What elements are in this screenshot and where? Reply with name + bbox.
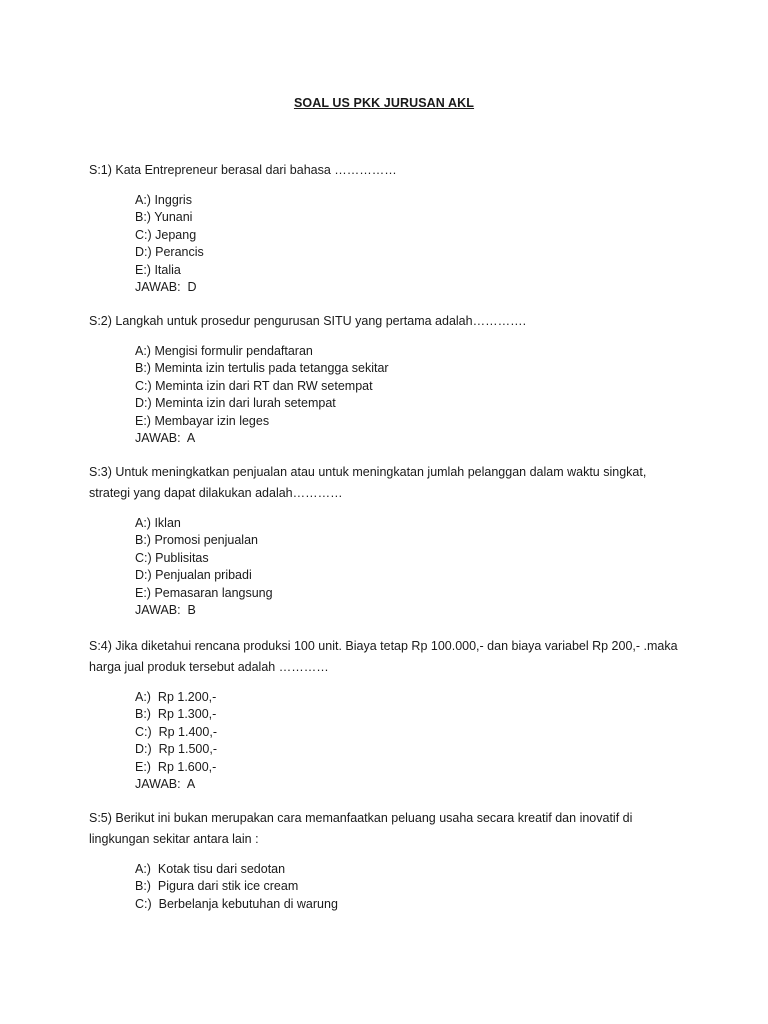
- options-list: [89, 689, 689, 776]
- question-1: [89, 160, 689, 296]
- question-2: [89, 311, 689, 447]
- document-title: SOAL US PKK JURUSAN AKL: [293, 96, 475, 110]
- option-a: A:) Iklan: [135, 516, 181, 530]
- question-text: S:4) Jika diketahui rencana produksi 100 unit. Biaya tetap Rp 100.000,- dan biaya variabel Rp 200,- .maka harga jual produk tersebut adalah …………: [89, 639, 678, 674]
- answer-key: JAWAB: D: [135, 280, 197, 295]
- question-text: S:3) Untuk meningkatkan penjualan atau untuk meningkatan jumlah pelanggan dalam waktu singkat, strategi yang dapat dilakukan adalah…………: [89, 465, 647, 500]
- question-5: [89, 808, 689, 913]
- option-b: B:) Pigura dari stik ice cream: [135, 879, 299, 894]
- question-text: S:5) Berikut ini bukan merupakan cara memanfaatkan peluang usaha secara kreatif dan inovatif di lingkungan sekitar antara lain :: [89, 811, 633, 846]
- option-a: A:) Kotak tisu dari sedotan: [135, 862, 286, 876]
- option-b: B:) Rp 1.300,-: [135, 707, 217, 722]
- option-e: E:) Italia: [135, 262, 181, 277]
- option-d: D:) Rp 1.500,-: [135, 742, 217, 757]
- option-c: C:) Rp 1.400,-: [135, 724, 217, 739]
- option-d: D:) Meminta izin dari lurah setempat: [135, 396, 336, 411]
- option-a: A:) Inggris: [135, 193, 192, 207]
- question-4: [89, 636, 689, 793]
- option-c: C:) Publisitas: [135, 550, 209, 565]
- option-c: C:) Meminta izin dari RT dan RW setempat: [135, 378, 373, 393]
- option-a: A:) Rp 1.200,-: [135, 690, 217, 704]
- options-list: [89, 515, 689, 602]
- question-3: [89, 462, 689, 619]
- option-d: D:) Penjualan pribadi: [135, 568, 252, 583]
- answer-key: JAWAB: A: [135, 431, 196, 446]
- option-e: E:) Pemasaran langsung: [135, 585, 273, 600]
- option-c: C:) Berbelanja kebutuhan di warung: [135, 896, 338, 911]
- option-d: D:) Perancis: [135, 245, 204, 260]
- question-text: S:2) Langkah untuk prosedur pengurusan SITU yang pertama adalah………….: [89, 314, 527, 328]
- option-c: C:) Jepang: [135, 227, 197, 242]
- option-b: B:) Promosi penjualan: [135, 533, 258, 548]
- option-a: A:) Mengisi formulir pendaftaran: [135, 344, 313, 358]
- answer-key: JAWAB: B: [135, 603, 196, 618]
- question-text: S:1) Kata Entrepreneur berasal dari bahasa ……………: [89, 163, 397, 177]
- options-list: [89, 192, 689, 279]
- options-list: [89, 861, 689, 913]
- answer-key: JAWAB: A: [135, 777, 196, 792]
- option-b: B:) Yunani: [135, 210, 193, 225]
- option-e: E:) Membayar izin leges: [135, 413, 270, 428]
- option-e: E:) Rp 1.600,-: [135, 759, 217, 774]
- options-list: [89, 343, 689, 430]
- option-b: B:) Meminta izin tertulis pada tetangga sekitar: [135, 361, 389, 376]
